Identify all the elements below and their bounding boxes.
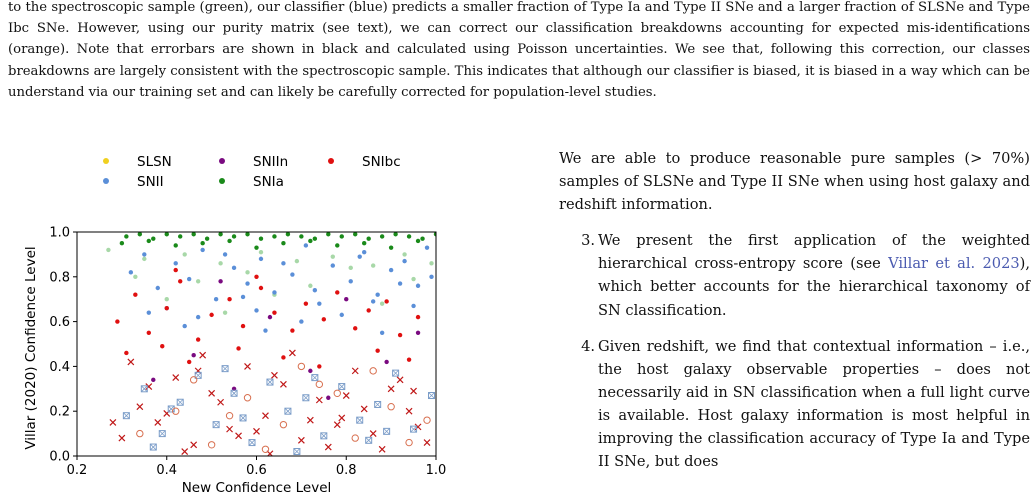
scatter-point [133, 275, 137, 279]
list-item-3 [559, 229, 1030, 321]
cross-marker [227, 426, 233, 432]
scatter-point [384, 360, 388, 364]
scatter-point [223, 310, 227, 314]
cross-marker [200, 352, 206, 358]
right-column [559, 147, 1030, 473]
cross-marker [424, 440, 430, 446]
scatter-point [218, 261, 222, 265]
boxed-x-marker-cross [285, 408, 291, 414]
scatter-point [420, 237, 424, 241]
scatter-point [196, 315, 200, 319]
scatter-point [407, 234, 411, 238]
item-text: Given redshift, we find that contextual information – i.e., the host galaxy observable properties – does not necessarily aid in SN classification when a full light curve is available. Host galaxy information is most helpful in improving the classification accuracy of Type Ia and Type II SNe, but does [598, 337, 1030, 471]
list-item-4 [559, 335, 1030, 474]
open-circle-marker [137, 430, 143, 436]
scatter-point [272, 310, 276, 314]
cross-marker [406, 408, 412, 414]
scatter-point [290, 328, 294, 332]
item-text: ), which better accounts for the hierarchical taxonomy of SN classification. [598, 255, 1030, 319]
scatter-point [191, 353, 195, 357]
cross-marker [182, 449, 188, 455]
cross-marker [218, 399, 224, 405]
scatter-point [151, 237, 155, 241]
scatter-point [313, 237, 317, 241]
cross-marker [388, 386, 394, 392]
scatter-point [227, 239, 231, 243]
boxed-x-marker-cross [249, 440, 255, 446]
scatter-point [416, 239, 420, 243]
legend-marker [219, 158, 225, 164]
scatter-point [340, 234, 344, 238]
y-tick-label: 0.6 [49, 315, 70, 331]
scatter-point [254, 275, 258, 279]
cross-marker [361, 406, 367, 412]
scatter-point [178, 279, 182, 283]
scatter-point [366, 308, 370, 312]
legend-marker [103, 178, 109, 184]
scatter-point [281, 241, 285, 245]
cross-marker [254, 428, 260, 434]
scatter-point [174, 268, 178, 272]
boxed-x-marker-cross [213, 422, 219, 428]
scatter-point [245, 281, 249, 285]
scatter-point [178, 234, 182, 238]
cross-marker [271, 372, 277, 378]
scatter-point [196, 337, 200, 341]
cross-marker [339, 415, 345, 421]
scatter-point [308, 369, 312, 373]
scatter-point [358, 254, 362, 258]
boxed-x-marker-cross [294, 449, 300, 455]
findings-list [559, 229, 1030, 473]
boxed-x-marker-cross [231, 390, 237, 396]
scatter-point [200, 248, 204, 252]
scatter-point [218, 232, 222, 236]
scatter-point [299, 234, 303, 238]
scatter-point [389, 268, 393, 272]
scatter-point [124, 234, 128, 238]
scatter-point [380, 234, 384, 238]
boxed-x-marker-cross [357, 417, 363, 423]
boxed-x-marker-cross [393, 370, 399, 376]
scatter-point [286, 232, 290, 236]
open-circle-marker [280, 421, 286, 427]
x-tick-label: 1.0 [425, 463, 447, 478]
scatter-point [411, 304, 415, 308]
cross-marker [316, 397, 322, 403]
scatter-point [411, 277, 415, 281]
scatter-point [322, 317, 326, 321]
scatter-point [254, 308, 258, 312]
scatter-point [349, 279, 353, 283]
scatter-point [147, 310, 151, 314]
scatter-point [317, 301, 321, 305]
boxed-x-marker-cross [150, 444, 156, 450]
scatter-point [227, 297, 231, 301]
scatter-point [133, 293, 137, 297]
scatter-point [353, 232, 357, 236]
scatter-point [196, 279, 200, 283]
cross-marker [289, 350, 295, 356]
boxed-x-marker-cross [303, 395, 309, 401]
scatter-point [165, 306, 169, 310]
scatter-point [142, 257, 146, 261]
boxed-x-marker-cross [339, 384, 345, 390]
scatter-point [317, 364, 321, 368]
cross-marker [262, 413, 268, 419]
legend-label: SNII [137, 174, 164, 190]
y-tick-label: 0.4 [49, 359, 70, 375]
scatter-point [259, 257, 263, 261]
scatter-point [272, 234, 276, 238]
open-circle-marker [298, 363, 304, 369]
scatter-point [165, 297, 169, 301]
open-circle-marker [406, 439, 412, 445]
scatter-point [174, 261, 178, 265]
scatter-point [407, 357, 411, 361]
figure-caption: to the spectroscopic sample (green), our classifier (blue) predicts a smaller fraction of Type Ia and Type II SNe and a larger fraction of SLSNe and Type Ibc SNe. However, using our purity matrix (see text), we can correct our classification breakdowns accounting for expected mis-identifications (orange). Note that errorbars are shown in black and calculated using Poisson uncertainties. We see that, following this correction, our classes breakdowns are largely consistent with the spectroscopic sample. This indicates that although our classifier is biased, it is biased in a way which can be understand via our training set and can likely be carefully corrected for population-level studies. [8, 0, 1030, 100]
scatter-point [245, 270, 249, 274]
boxed-x-marker-cross [312, 375, 318, 381]
y-tick-label: 0.8 [49, 270, 70, 286]
scatter-point [232, 234, 236, 238]
cross-marker [411, 388, 417, 394]
open-circle-marker [244, 395, 250, 401]
scatter-point [429, 275, 433, 279]
boxed-x-marker-cross [429, 393, 435, 399]
legend-marker [328, 158, 334, 164]
scatter-point [245, 232, 249, 236]
citation-link[interactable]: Villar et al. 2023 [888, 255, 1020, 273]
cross-marker [298, 437, 304, 443]
boxed-x-marker-cross [123, 413, 129, 419]
scatter-point [214, 297, 218, 301]
scatter-point [147, 331, 151, 335]
cross-marker [325, 444, 331, 450]
scatter-point [299, 319, 303, 323]
scatter-point [304, 301, 308, 305]
cross-marker [334, 422, 340, 428]
scatter-point [326, 232, 330, 236]
scatter-point [340, 313, 344, 317]
scatter-point [380, 331, 384, 335]
scatter-point [393, 232, 397, 236]
cross-marker [397, 377, 403, 383]
scatter-point [120, 241, 124, 245]
scatter-point [200, 241, 204, 245]
cross-marker [307, 417, 313, 423]
open-circle-marker [262, 446, 268, 452]
scatter-point [259, 286, 263, 290]
scatter-point [416, 331, 420, 335]
scatter-point [160, 344, 164, 348]
scatter-point [223, 252, 227, 256]
boxed-x-marker-cross [240, 415, 246, 421]
boxed-x-marker-cross [366, 437, 372, 443]
open-circle-marker [226, 412, 232, 418]
scatter-point [187, 360, 191, 364]
scatter-point [295, 259, 299, 263]
scatter-point [259, 237, 263, 241]
scatter-point [281, 355, 285, 359]
cross-marker [110, 419, 116, 425]
x-tick-label: 0.6 [246, 463, 267, 478]
cross-marker [209, 390, 215, 396]
scatter-point [402, 259, 406, 263]
cross-marker [379, 446, 385, 452]
open-circle-marker [334, 390, 340, 396]
scatter-point [349, 266, 353, 270]
legend-label: SNIa [253, 174, 284, 190]
cross-marker [352, 368, 358, 374]
scatter-point [142, 252, 146, 256]
open-circle-marker [190, 377, 196, 383]
list-number: 4. [581, 337, 595, 355]
scatter-point [183, 252, 187, 256]
scatter-point [344, 297, 348, 301]
open-circle-marker [208, 442, 214, 448]
open-circle-marker [424, 417, 430, 423]
scatter-point [362, 250, 366, 254]
scatter-point [232, 266, 236, 270]
scatter-point [380, 301, 384, 305]
scatter-point [290, 272, 294, 276]
scatter-point [147, 239, 151, 243]
cross-marker [343, 393, 349, 399]
scatter-point [335, 290, 339, 294]
y-tick-label: 1.0 [49, 225, 70, 241]
boxed-x-marker-cross [177, 399, 183, 405]
cross-marker [119, 435, 125, 441]
x-tick-label: 0.4 [156, 463, 178, 478]
open-circle-marker [352, 435, 358, 441]
boxed-x-marker-cross [375, 401, 381, 407]
confidence-scatter-chart [0, 140, 450, 495]
scatter-point [129, 270, 133, 274]
boxed-x-marker-cross [267, 379, 273, 385]
cross-marker [191, 442, 197, 448]
scatter-point [138, 232, 142, 236]
cross-marker [173, 375, 179, 381]
scatter-point [259, 250, 263, 254]
y-axis-label: Villar (2020) Confidence Level [23, 246, 39, 450]
scatter-point [429, 261, 433, 265]
scatter-point [106, 248, 110, 252]
scatter-point [313, 288, 317, 292]
scatter-point [174, 243, 178, 247]
legend-label: SNIbc [362, 154, 401, 170]
x-tick-label: 0.8 [335, 463, 357, 478]
scatter-point [326, 396, 330, 400]
plot-frame [77, 232, 436, 456]
cross-marker [128, 359, 134, 365]
scatter-point [115, 319, 119, 323]
cross-marker [280, 381, 286, 387]
boxed-x-marker-cross [222, 366, 228, 372]
x-axis-label: New Confidence Level [181, 480, 332, 495]
y-tick-label: 0.0 [49, 449, 70, 465]
scatter-point [416, 315, 420, 319]
scatter-point [241, 324, 245, 328]
scatter-point [389, 245, 393, 249]
scatter-point [191, 232, 195, 236]
scatter-point [331, 254, 335, 258]
scatter-point [353, 326, 357, 330]
x-tick-label: 0.2 [66, 463, 88, 478]
scatter-point [308, 284, 312, 288]
scatter-point [218, 279, 222, 283]
item-text: We present the first application of the weighted hierarchical cross-entropy score (see [598, 232, 1030, 273]
scatter-point [263, 328, 267, 332]
scatter-point [236, 346, 240, 350]
scatter-point [304, 243, 308, 247]
y-tick-label: 0.2 [49, 404, 70, 420]
intro-paragraph: We are able to produce reasonable pure samples (> 70%) samples of SLSNe and Type II SNe when using host galaxy and redshift information. [559, 150, 1030, 214]
legend-marker [219, 178, 225, 184]
scatter-point [165, 232, 169, 236]
open-circle-marker [370, 368, 376, 374]
legend-marker [103, 158, 109, 164]
scatter-point [375, 293, 379, 297]
scatter-point [375, 349, 379, 353]
scatter-point [151, 378, 155, 382]
scatter-point [331, 263, 335, 267]
boxed-x-marker-cross [384, 428, 390, 434]
list-number: 3. [581, 232, 595, 250]
scatter-point [362, 241, 366, 245]
scatter-point [156, 286, 160, 290]
scatter-point [402, 252, 406, 256]
scatter-point [281, 261, 285, 265]
scatter-point [371, 263, 375, 267]
scatter-point [124, 351, 128, 355]
open-circle-marker [388, 404, 394, 410]
boxed-x-marker-cross [159, 431, 165, 437]
scatter-point [425, 245, 429, 249]
scatter-point [254, 245, 258, 249]
scatter-point [183, 324, 187, 328]
scatter-point [335, 243, 339, 247]
scatter-point [241, 295, 245, 299]
scatter-point [366, 237, 370, 241]
legend-label: SLSN [137, 154, 172, 170]
scatter-point [371, 299, 375, 303]
scatter-point [209, 313, 213, 317]
cross-marker [236, 433, 242, 439]
confidence-scatter-figure [0, 140, 450, 495]
legend-label: SNIIn [253, 154, 289, 170]
scatter-point [398, 281, 402, 285]
scatter-point [416, 284, 420, 288]
scatter-point [205, 237, 209, 241]
data-points [106, 232, 438, 457]
cross-marker [137, 404, 143, 410]
cross-marker [155, 419, 161, 425]
scatter-point [398, 333, 402, 337]
scatter-point [272, 290, 276, 294]
cross-marker [245, 363, 251, 369]
scatter-point [268, 315, 272, 319]
open-circle-marker [316, 381, 322, 387]
scatter-point [384, 299, 388, 303]
cross-marker [370, 431, 376, 437]
scatter-point [308, 239, 312, 243]
scatter-point [187, 277, 191, 281]
boxed-x-marker-cross [321, 433, 327, 439]
